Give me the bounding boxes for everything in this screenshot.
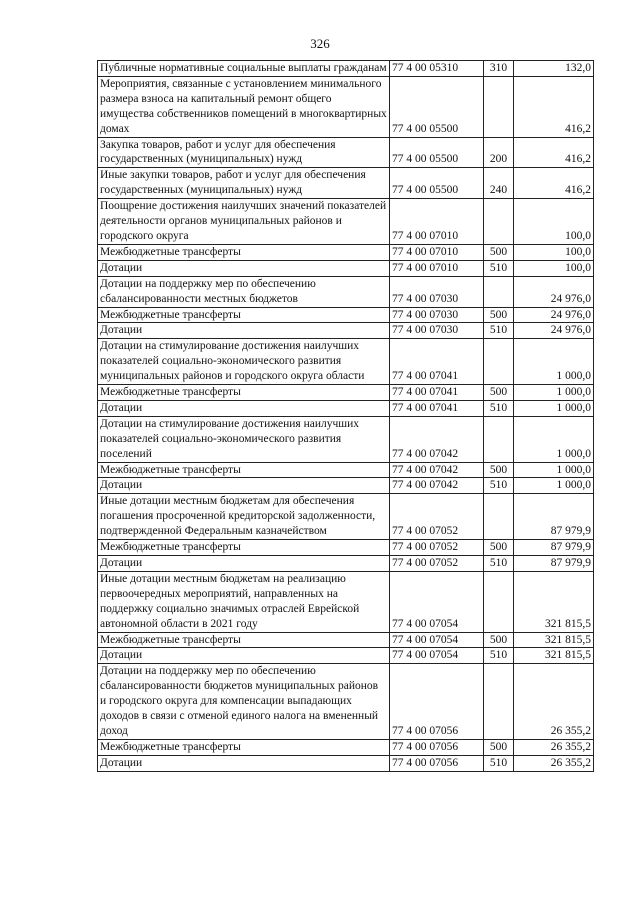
row-code-cell: 77 4 00 07010	[390, 199, 484, 245]
row-vr-cell	[484, 339, 514, 385]
row-code-cell: 77 4 00 07054	[390, 571, 484, 632]
row-vr-cell	[484, 276, 514, 307]
page-number: 326	[310, 36, 330, 51]
row-amount-cell: 1 000,0	[514, 385, 594, 401]
row-amount-cell: 321 815,5	[514, 632, 594, 648]
row-vr-cell: 500	[484, 385, 514, 401]
row-vr-cell: 500	[484, 462, 514, 478]
row-code-cell: 77 4 00 07042	[390, 416, 484, 462]
row-vr-cell	[484, 664, 514, 740]
row-amount-cell: 321 815,5	[514, 648, 594, 664]
table-row	[98, 61, 594, 77]
row-code-cell: 77 4 00 07052	[390, 556, 484, 572]
row-vr-cell	[484, 494, 514, 540]
row-amount-cell: 416,2	[514, 137, 594, 168]
row-code-cell: 77 4 00 07030	[390, 307, 484, 323]
row-name-cell: Дотации	[98, 648, 390, 664]
table-row	[98, 339, 594, 385]
row-name-cell: Дотации	[98, 755, 390, 771]
table-row	[98, 416, 594, 462]
row-amount-cell: 132,0	[514, 61, 594, 77]
row-code-cell: 77 4 00 05310	[390, 61, 484, 77]
row-amount-cell: 1 000,0	[514, 339, 594, 385]
row-code-cell: 77 4 00 07054	[390, 632, 484, 648]
row-code-cell: 77 4 00 07041	[390, 400, 484, 416]
row-amount-cell: 1 000,0	[514, 400, 594, 416]
row-vr-cell	[484, 199, 514, 245]
row-name-cell: Публичные нормативные социальные выплаты гражданам	[98, 61, 390, 77]
table-row	[98, 323, 594, 339]
row-name-cell: Межбюджетные трансферты	[98, 244, 390, 260]
row-name-cell: Межбюджетные трансферты	[98, 540, 390, 556]
row-vr-cell: 510	[484, 260, 514, 276]
budget-table	[97, 60, 594, 772]
table-row	[98, 260, 594, 276]
table-row	[98, 494, 594, 540]
row-name-cell: Дотации	[98, 260, 390, 276]
row-code-cell: 77 4 00 07052	[390, 540, 484, 556]
row-code-cell: 77 4 00 05500	[390, 76, 484, 137]
table-row	[98, 755, 594, 771]
row-name-cell: Межбюджетные трансферты	[98, 462, 390, 478]
row-amount-cell: 26 355,2	[514, 739, 594, 755]
row-name-cell: Дотации на стимулирование достижения наилучших показателей социально-экономического развития муниципальных районов и городского округа области	[98, 339, 390, 385]
row-vr-cell: 510	[484, 556, 514, 572]
table-row	[98, 462, 594, 478]
row-name-cell: Межбюджетные трансферты	[98, 307, 390, 323]
table-row	[98, 571, 594, 632]
table-row	[98, 632, 594, 648]
row-amount-cell: 1 000,0	[514, 416, 594, 462]
row-code-cell: 77 4 00 07042	[390, 462, 484, 478]
row-code-cell: 77 4 00 07030	[390, 323, 484, 339]
row-name-cell: Иные дотации местным бюджетам на реализацию первоочередных мероприятий, направленных на поддержку социально значимых отраслей Еврейской автономной области в 2021 году	[98, 571, 390, 632]
table-row	[98, 648, 594, 664]
row-amount-cell: 87 979,9	[514, 494, 594, 540]
table-row	[98, 168, 594, 199]
row-amount-cell: 24 976,0	[514, 323, 594, 339]
table-row	[98, 556, 594, 572]
row-name-cell: Иные дотации местным бюджетам для обеспечения погашения просроченной кредиторской задолженности, подтвержденной Федеральным казначейством	[98, 494, 390, 540]
row-amount-cell: 321 815,5	[514, 571, 594, 632]
row-name-cell: Поощрение достижения наилучших значений показателей деятельности органов муниципальных районов и городского округа	[98, 199, 390, 245]
table-row	[98, 540, 594, 556]
row-name-cell: Межбюджетные трансферты	[98, 385, 390, 401]
row-amount-cell: 100,0	[514, 260, 594, 276]
row-name-cell: Дотации	[98, 478, 390, 494]
row-code-cell: 77 4 00 07056	[390, 755, 484, 771]
row-code-cell: 77 4 00 05500	[390, 168, 484, 199]
row-code-cell: 77 4 00 07052	[390, 494, 484, 540]
row-code-cell: 77 4 00 07054	[390, 648, 484, 664]
row-code-cell: 77 4 00 07041	[390, 385, 484, 401]
table-row	[98, 400, 594, 416]
row-name-cell: Дотации на поддержку мер по обеспечению сбалансированности местных бюджетов	[98, 276, 390, 307]
row-vr-cell	[484, 416, 514, 462]
row-vr-cell: 500	[484, 244, 514, 260]
row-amount-cell: 1 000,0	[514, 478, 594, 494]
row-name-cell: Дотации	[98, 556, 390, 572]
table-row	[98, 385, 594, 401]
row-name-cell: Закупка товаров, работ и услуг для обеспечения государственных (муниципальных) нужд	[98, 137, 390, 168]
row-amount-cell: 100,0	[514, 244, 594, 260]
row-code-cell: 77 4 00 07056	[390, 739, 484, 755]
row-amount-cell: 416,2	[514, 168, 594, 199]
table-row	[98, 478, 594, 494]
table-row	[98, 307, 594, 323]
row-amount-cell: 100,0	[514, 199, 594, 245]
row-vr-cell: 510	[484, 478, 514, 494]
table-row	[98, 664, 594, 740]
row-name-cell: Дотации на стимулирование достижения наилучших показателей социально-экономического развития поселений	[98, 416, 390, 462]
row-vr-cell: 510	[484, 755, 514, 771]
row-vr-cell: 310	[484, 61, 514, 77]
row-name-cell: Межбюджетные трансферты	[98, 739, 390, 755]
row-name-cell: Мероприятия, связанные с установлением минимального размера взноса на капитальный ремонт общего имущества собственников помещений в многоквартирных домах	[98, 76, 390, 137]
row-vr-cell: 510	[484, 400, 514, 416]
row-amount-cell: 26 355,2	[514, 664, 594, 740]
row-code-cell: 77 4 00 07010	[390, 244, 484, 260]
row-amount-cell: 416,2	[514, 76, 594, 137]
row-name-cell: Межбюджетные трансферты	[98, 632, 390, 648]
row-vr-cell: 500	[484, 739, 514, 755]
row-name-cell: Дотации	[98, 400, 390, 416]
table-row	[98, 739, 594, 755]
row-code-cell: 77 4 00 07030	[390, 276, 484, 307]
row-code-cell: 77 4 00 07041	[390, 339, 484, 385]
budget-table-body	[98, 61, 594, 772]
row-vr-cell: 500	[484, 632, 514, 648]
table-row	[98, 199, 594, 245]
row-vr-cell	[484, 571, 514, 632]
row-name-cell: Дотации	[98, 323, 390, 339]
table-row	[98, 276, 594, 307]
row-name-cell: Дотации на поддержку мер по обеспечению сбалансированности бюджетов муниципальных районов и городского округа для компенсации выпадающих доходов в связи с отменой единого налога на вмененный доход	[98, 664, 390, 740]
row-amount-cell: 24 976,0	[514, 276, 594, 307]
row-vr-cell: 240	[484, 168, 514, 199]
table-row	[98, 137, 594, 168]
row-vr-cell	[484, 76, 514, 137]
row-amount-cell: 26 355,2	[514, 755, 594, 771]
row-code-cell: 77 4 00 05500	[390, 137, 484, 168]
row-vr-cell: 510	[484, 648, 514, 664]
row-code-cell: 77 4 00 07042	[390, 478, 484, 494]
row-vr-cell: 500	[484, 307, 514, 323]
table-row	[98, 76, 594, 137]
row-code-cell: 77 4 00 07010	[390, 260, 484, 276]
row-vr-cell: 500	[484, 540, 514, 556]
row-amount-cell: 87 979,9	[514, 540, 594, 556]
row-vr-cell: 510	[484, 323, 514, 339]
row-amount-cell: 24 976,0	[514, 307, 594, 323]
row-code-cell: 77 4 00 07056	[390, 664, 484, 740]
table-row	[98, 244, 594, 260]
row-amount-cell: 1 000,0	[514, 462, 594, 478]
row-name-cell: Иные закупки товаров, работ и услуг для обеспечения государственных (муниципальных) нужд	[98, 168, 390, 199]
row-amount-cell: 87 979,9	[514, 556, 594, 572]
row-vr-cell: 200	[484, 137, 514, 168]
